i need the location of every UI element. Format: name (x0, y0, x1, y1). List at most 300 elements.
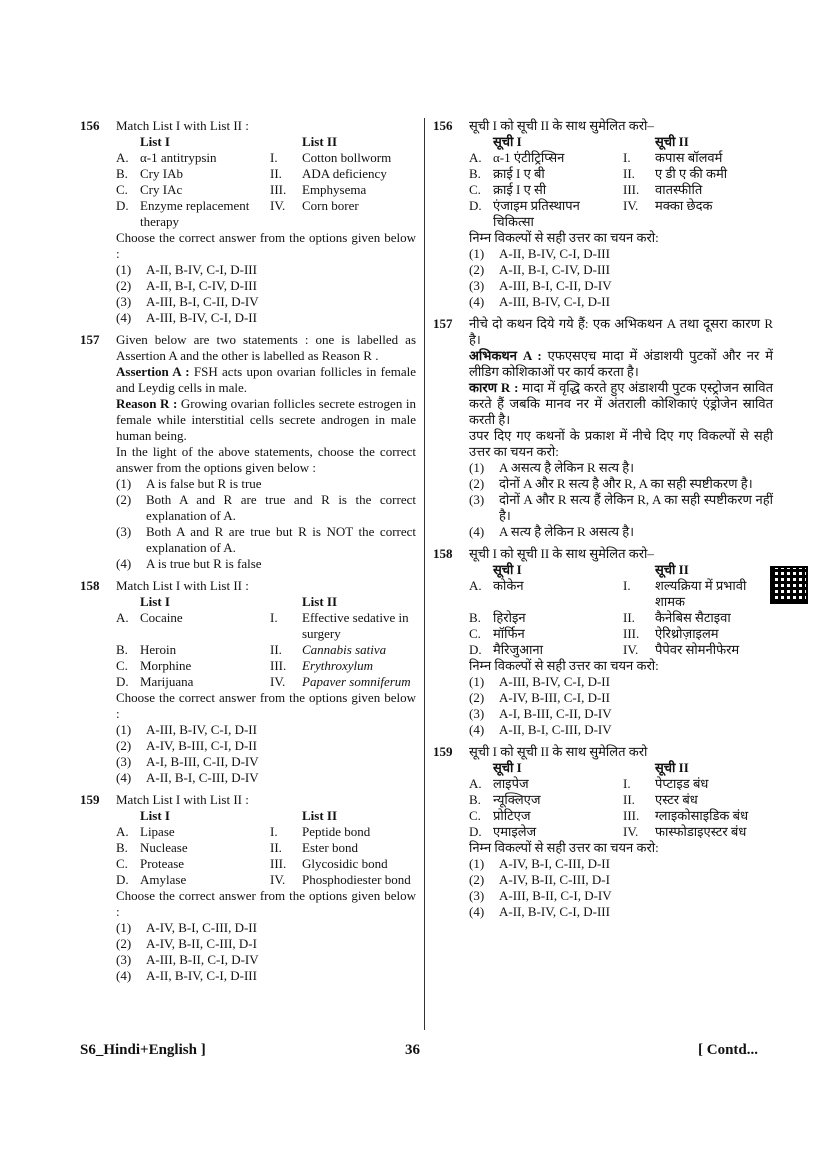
option-number: (2) (469, 262, 485, 277)
spacer (270, 594, 302, 610)
option-number: (3) (116, 952, 132, 967)
option-text: A-I, B-III, C-II, D-IV (146, 754, 259, 769)
answer-option (469, 524, 773, 540)
question-159 (80, 792, 416, 984)
spacer (623, 134, 655, 150)
row-letter: A. (116, 150, 129, 165)
list-i-header: List I (140, 134, 170, 149)
question-number: 156 (433, 118, 453, 133)
list-i-item: मॉर्फिन (493, 626, 525, 641)
option-text: A-II, B-I, C-III, D-IV (499, 722, 612, 737)
column-divider (424, 118, 425, 1030)
option-text: दोनों A और R सत्य है और R, A का सही स्पष्टीकरण है। (499, 476, 753, 491)
answer-option (116, 920, 416, 936)
question-158 (80, 578, 416, 786)
row-numeral: I. (623, 578, 631, 593)
option-number: (2) (116, 936, 132, 951)
answer-option (116, 492, 416, 524)
row-letter: C. (469, 808, 481, 823)
option-number: (1) (469, 246, 485, 261)
row-numeral: III. (623, 626, 640, 641)
list-i-header: List I (140, 808, 170, 823)
list-i-item: एंजाइम प्रतिस्थापन चिकित्सा (493, 198, 580, 229)
question-stem: सूची I को सूची II के साथ सुमेलित करो (469, 744, 648, 759)
row-numeral: I. (270, 824, 278, 839)
answer-option (469, 262, 773, 278)
option-number: (4) (116, 770, 132, 785)
match-row (469, 808, 773, 824)
answer-option (116, 936, 416, 952)
answer-option (469, 888, 773, 904)
row-numeral: II. (623, 610, 635, 625)
row-letter: D. (469, 824, 482, 839)
row-numeral: IV. (623, 824, 639, 839)
option-text: A-IV, B-II, C-III, D-I (499, 872, 610, 887)
option-number: (4) (116, 310, 132, 325)
row-letter: D. (469, 198, 482, 213)
question-157 (433, 316, 773, 540)
option-number: (1) (469, 674, 485, 689)
list-ii-item: Corn borer (302, 198, 359, 213)
row-numeral: II. (623, 792, 635, 807)
row-letter: C. (116, 856, 128, 871)
match-row (469, 578, 773, 610)
row-numeral: I. (623, 776, 631, 791)
question-stem: Match List I with List II : (116, 792, 249, 807)
spacer (116, 808, 140, 824)
question-body (116, 792, 416, 984)
row-numeral: IV. (623, 198, 639, 213)
row-numeral: III. (623, 182, 640, 197)
choose-instruction: निम्न विकल्पों से सही उत्तर का चयन करो: (469, 840, 659, 855)
assertion-text: FSH acts upon ovarian follicles in female and Leydig cells in male. (116, 364, 417, 395)
option-text: Both A and R are true but R is NOT the correct explanation of A. (146, 524, 416, 555)
answer-option (116, 754, 416, 770)
option-number: (1) (469, 460, 485, 475)
option-text: A-III, B-II, C-I, D-IV (146, 952, 259, 967)
match-row (469, 150, 773, 166)
row-numeral: IV. (270, 198, 286, 213)
list-header (469, 760, 773, 776)
row-letter: B. (116, 840, 128, 855)
option-number: (2) (469, 872, 485, 887)
question-159 (433, 744, 773, 920)
match-row (116, 658, 416, 674)
list-ii-item: मक्का छेदक (655, 198, 713, 213)
answer-option (469, 706, 773, 722)
reason-label: Reason R : (116, 396, 178, 411)
question-157 (80, 332, 416, 572)
option-number: (3) (469, 278, 485, 293)
answer-option (116, 294, 416, 310)
footer-contd: [ Contd... (698, 1042, 759, 1058)
match-row (116, 642, 416, 658)
match-row (116, 150, 416, 166)
option-number: (2) (116, 278, 132, 293)
assertion-text: एफएसएच मादा में अंडाशयी पुटकों और नर में लीडिग कोशिकाओं पर कार्य करता है। (469, 348, 773, 379)
list-i-item: Nuclease (140, 840, 188, 855)
question-stem: Given below are two statements : one is labelled as Assertion A and the other is labelled as Reason R . (116, 332, 416, 363)
option-text: A-III, B-I, C-II, D-IV (146, 294, 259, 309)
question-body (469, 546, 773, 738)
answer-option (469, 492, 773, 524)
match-row (116, 824, 416, 840)
option-text: A-IV, B-III, C-I, D-II (499, 690, 610, 705)
answer-option (469, 294, 773, 310)
answer-option (116, 524, 416, 556)
question-number: 157 (80, 332, 100, 347)
answer-option (469, 872, 773, 888)
match-row (469, 776, 773, 792)
choose-instruction: निम्न विकल्पों से सही उत्तर का चयन करो: (469, 230, 659, 245)
row-numeral: IV. (623, 642, 639, 657)
choose-instruction: Choose the correct answer from the options given below : (116, 888, 416, 919)
row-letter: C. (469, 626, 481, 641)
question-156 (80, 118, 416, 326)
row-numeral: IV. (270, 872, 286, 887)
assertion-label: Assertion A : (116, 364, 190, 379)
list-ii-item: Ester bond (302, 840, 358, 855)
answer-option (116, 770, 416, 786)
list-ii-header: List II (302, 594, 338, 609)
spacer (623, 562, 655, 578)
row-letter: B. (116, 642, 128, 657)
question-body (469, 316, 773, 540)
reason-text: मादा में वृद्धि करते हुए अंडाशयी पुटक एस्ट्रोजन स्रावित करते हैं जबकि मानव नर में अंतराली कोशिकाएं एंड्रोजेन स्रावित करती है। (469, 380, 773, 427)
option-number: (3) (116, 524, 132, 539)
row-numeral: II. (270, 642, 282, 657)
row-letter: A. (116, 824, 129, 839)
list-i-item: मैरिजुआना (493, 642, 543, 657)
question-number: 158 (80, 578, 100, 593)
row-letter: B. (469, 166, 481, 181)
list-ii-item: Erythroxylum (302, 658, 373, 673)
list-i-item: क्राई I ए सी (493, 182, 547, 197)
option-text: A-III, B-IV, C-I, D-II (146, 310, 257, 325)
row-letter: A. (469, 776, 482, 791)
match-row (116, 198, 416, 230)
list-ii-item: पैपेवर सोमनीफेरम (655, 642, 740, 657)
list-i-item: Cry IAc (140, 182, 183, 197)
list-ii-item: कपास बॉलवर्म (655, 150, 723, 165)
option-number: (1) (469, 856, 485, 871)
match-row (469, 610, 773, 626)
option-number: (1) (116, 476, 132, 491)
choose-instruction: In the light of the above statements, choose the correct answer from the options given below : (116, 444, 416, 475)
option-text: दोनों A और R सत्य हैं लेकिन R, A का सही स्पष्टीकरण नहीं है। (499, 492, 773, 523)
option-number: (4) (469, 904, 485, 919)
question-stem: सूची I को सूची II के साथ सुमेलित करो– (469, 546, 654, 561)
answer-option (469, 674, 773, 690)
row-numeral: III. (270, 856, 287, 871)
list-ii-item: पेप्टाइड बंध (655, 776, 709, 791)
row-letter: A. (469, 150, 482, 165)
question-body (116, 578, 416, 786)
english-column (80, 118, 416, 990)
list-ii-item: ग्लाइकोसाइडिक बंध (655, 808, 749, 823)
row-letter: C. (116, 182, 128, 197)
answer-option (116, 722, 416, 738)
list-header (116, 808, 416, 824)
list-header (469, 562, 773, 578)
option-text: A-II, B-I, C-IV, D-III (146, 278, 257, 293)
list-ii-item: Phosphodiester bond (302, 872, 411, 887)
row-letter: A. (116, 610, 129, 625)
match-row (116, 856, 416, 872)
option-number: (4) (116, 556, 132, 571)
row-letter: B. (469, 610, 481, 625)
option-number: (4) (469, 722, 485, 737)
row-numeral: II. (270, 840, 282, 855)
choose-instruction: निम्न विकल्पों से सही उत्तर का चयन करो: (469, 658, 659, 673)
list-ii-header: List II (302, 808, 338, 823)
list-header (116, 594, 416, 610)
row-letter: D. (116, 674, 129, 689)
answer-option (116, 968, 416, 984)
question-stem: नीचे दो कथन दिये गये हैं: एक अभिकथन A तथा दूसरा कारण R है। (469, 316, 773, 347)
row-numeral: III. (623, 808, 640, 823)
row-numeral: I. (270, 610, 278, 625)
answer-option (116, 556, 416, 572)
list-i-item: हिरोइन (493, 610, 526, 625)
answer-option (116, 278, 416, 294)
row-letter: C. (469, 182, 481, 197)
reason-text: Growing ovarian follicles secrete estrogen in female while interstitial cells secrete androgen in male human being. (116, 396, 417, 443)
choose-instruction: Choose the correct answer from the options given below : (116, 690, 416, 721)
hindi-column (433, 118, 773, 926)
row-numeral: II. (270, 166, 282, 181)
list-header (116, 134, 416, 150)
row-letter: B. (469, 792, 481, 807)
answer-option (469, 278, 773, 294)
option-text: A-IV, B-III, C-I, D-II (146, 738, 257, 753)
option-text: A-IV, B-I, C-III, D-II (499, 856, 610, 871)
option-text: Both A and R are true and R is the correct explanation of A. (146, 492, 416, 523)
row-numeral: I. (270, 150, 278, 165)
match-row (469, 642, 773, 658)
list-i-item: Amylase (140, 872, 187, 887)
list-i-item: Protease (140, 856, 185, 871)
option-number: (1) (116, 920, 132, 935)
answer-option (116, 262, 416, 278)
option-text: A-III, B-IV, C-I, D-II (146, 722, 257, 737)
option-text: A सत्य है लेकिन R असत्य है। (499, 524, 635, 539)
option-number: (4) (116, 968, 132, 983)
list-ii-item: Emphysema (302, 182, 367, 197)
row-numeral: I. (623, 150, 631, 165)
option-number: (2) (469, 476, 485, 491)
option-text: A-II, B-IV, C-I, D-III (499, 246, 610, 261)
answer-option (469, 460, 773, 476)
question-number: 156 (80, 118, 100, 133)
answer-option (469, 904, 773, 920)
question-body (116, 332, 416, 572)
list-ii-item: कैनेबिस सैटाइवा (655, 610, 731, 625)
spacer (116, 594, 140, 610)
row-letter: D. (116, 872, 129, 887)
choose-instruction: Choose the correct answer from the options given below : (116, 230, 416, 261)
question-body (116, 118, 416, 326)
spacer (116, 134, 140, 150)
question-stem: सूची I को सूची II के साथ सुमेलित करो– (469, 118, 654, 133)
option-text: A-III, B-II, C-I, D-IV (499, 888, 612, 903)
list-ii-item: Cannabis sativa (302, 642, 387, 657)
answer-option (116, 738, 416, 754)
answer-option (469, 722, 773, 738)
list-ii-item: Cotton bollworm (302, 150, 392, 165)
question-stem: Match List I with List II : (116, 118, 249, 133)
option-number: (3) (469, 492, 485, 507)
footer-code: S6_Hindi+English ] (80, 1042, 206, 1058)
row-letter: D. (116, 198, 129, 213)
list-ii-item: शल्यक्रिया में प्रभावी शामक (655, 578, 747, 609)
match-row (116, 840, 416, 856)
list-ii-item: Effective sedative in surgery (302, 610, 409, 641)
list-ii-item: एस्टर बंध (655, 792, 698, 807)
match-row (116, 166, 416, 182)
page-number: 36 (405, 1042, 420, 1058)
list-ii-header: सूची II (655, 760, 689, 775)
question-156 (433, 118, 773, 310)
list-i-header: List I (140, 594, 170, 609)
match-row (116, 674, 416, 690)
question-body (469, 118, 773, 310)
list-i-item: Lipase (140, 824, 175, 839)
row-numeral: IV. (270, 674, 286, 689)
question-number: 159 (80, 792, 100, 807)
option-text: A-I, B-III, C-II, D-IV (499, 706, 612, 721)
option-text: A-II, B-IV, C-I, D-III (146, 968, 257, 983)
match-row (469, 792, 773, 808)
list-i-item: Marijuana (140, 674, 194, 689)
option-text: A-III, B-IV, C-I, D-II (499, 294, 610, 309)
question-158 (433, 546, 773, 738)
list-ii-item: ए डी ए की कमी (655, 166, 728, 181)
row-letter: A. (469, 578, 482, 593)
option-number: (3) (116, 294, 132, 309)
list-i-item: न्यूक्लिएज (493, 792, 541, 807)
list-i-item: प्रोटिएज (493, 808, 531, 823)
list-i-item: Cocaine (140, 610, 183, 625)
option-number: (3) (469, 888, 485, 903)
choose-instruction: उपर दिए गए कथनों के प्रकाश में नीचे दिए गए विकल्पों से सही उत्तर का चयन करो: (469, 428, 773, 459)
match-row (469, 198, 773, 230)
match-row (116, 872, 416, 888)
option-text: A is true but R is false (146, 556, 262, 571)
spacer (270, 808, 302, 824)
list-ii-item: Glycosidic bond (302, 856, 388, 871)
list-i-header: सूची I (493, 134, 522, 149)
answer-option (116, 310, 416, 326)
question-number: 157 (433, 316, 453, 331)
option-text: A-II, B-I, C-IV, D-III (499, 262, 610, 277)
answer-option (116, 952, 416, 968)
list-ii-header: सूची II (655, 562, 689, 577)
row-letter: D. (469, 642, 482, 657)
list-i-header: सूची I (493, 760, 522, 775)
option-number: (2) (116, 738, 132, 753)
list-i-item: Morphine (140, 658, 192, 673)
list-ii-item: Papaver somniferum (302, 674, 411, 689)
match-row (469, 626, 773, 642)
answer-option (469, 690, 773, 706)
row-letter: C. (116, 658, 128, 673)
option-text: A-IV, B-I, C-III, D-II (146, 920, 257, 935)
reason (116, 396, 416, 444)
option-number: (1) (116, 722, 132, 737)
list-i-item: कोकेन (493, 578, 524, 593)
spacer (469, 760, 493, 776)
question-body (469, 744, 773, 920)
row-numeral: III. (270, 658, 287, 673)
reason (469, 380, 773, 428)
list-i-item: क्राई I ए बी (493, 166, 545, 181)
list-ii-item: फास्फोडाइएस्टर बंध (655, 824, 747, 839)
qr-code-icon (770, 566, 808, 604)
row-numeral: III. (270, 182, 287, 197)
option-text: A असत्य है लेकिन R सत्य है। (499, 460, 635, 475)
reason-label: कारण R : (469, 380, 519, 395)
assertion (116, 364, 416, 396)
option-number: (2) (469, 690, 485, 705)
list-ii-header: सूची II (655, 134, 689, 149)
list-ii-item: Peptide bond (302, 824, 371, 839)
spacer (623, 760, 655, 776)
option-text: A is false but R is true (146, 476, 262, 491)
match-row (116, 610, 416, 642)
match-row (469, 166, 773, 182)
question-number: 159 (433, 744, 453, 759)
list-ii-item: ADA deficiency (302, 166, 387, 181)
row-letter: B. (116, 166, 128, 181)
answer-option (469, 246, 773, 262)
answer-option (469, 476, 773, 492)
option-text: A-II, B-IV, C-I, D-III (146, 262, 257, 277)
option-number: (4) (469, 524, 485, 539)
option-number: (1) (116, 262, 132, 277)
list-i-item: एमाइलेज (493, 824, 537, 839)
list-i-item: Heroin (140, 642, 177, 657)
option-number: (3) (469, 706, 485, 721)
question-stem: Match List I with List II : (116, 578, 249, 593)
list-i-header: सूची I (493, 562, 522, 577)
option-number: (4) (469, 294, 485, 309)
assertion (469, 348, 773, 380)
assertion-label: अभिकथन A : (469, 348, 542, 363)
spacer (270, 134, 302, 150)
list-ii-header: List II (302, 134, 338, 149)
option-text: A-II, B-I, C-III, D-IV (146, 770, 259, 785)
option-number: (2) (116, 492, 132, 507)
option-text: A-III, B-IV, C-I, D-II (499, 674, 610, 689)
answer-option (469, 856, 773, 872)
list-i-item: लाइपेज (493, 776, 529, 791)
spacer (469, 134, 493, 150)
match-row (469, 182, 773, 198)
list-i-item: Enzyme replacement therapy (140, 198, 250, 229)
option-number: (3) (116, 754, 132, 769)
list-ii-item: वातस्फीति (655, 182, 703, 197)
list-i-item: α-1 एंटीट्रिप्सिन (493, 150, 565, 165)
match-row (469, 824, 773, 840)
list-ii-item: ऐरिथ्रोज़ाइलम (655, 626, 719, 641)
list-i-item: Cry IAb (140, 166, 183, 181)
match-row (116, 182, 416, 198)
option-text: A-III, B-I, C-II, D-IV (499, 278, 612, 293)
list-header (469, 134, 773, 150)
option-text: A-IV, B-II, C-III, D-I (146, 936, 257, 951)
option-text: A-II, B-IV, C-I, D-III (499, 904, 610, 919)
